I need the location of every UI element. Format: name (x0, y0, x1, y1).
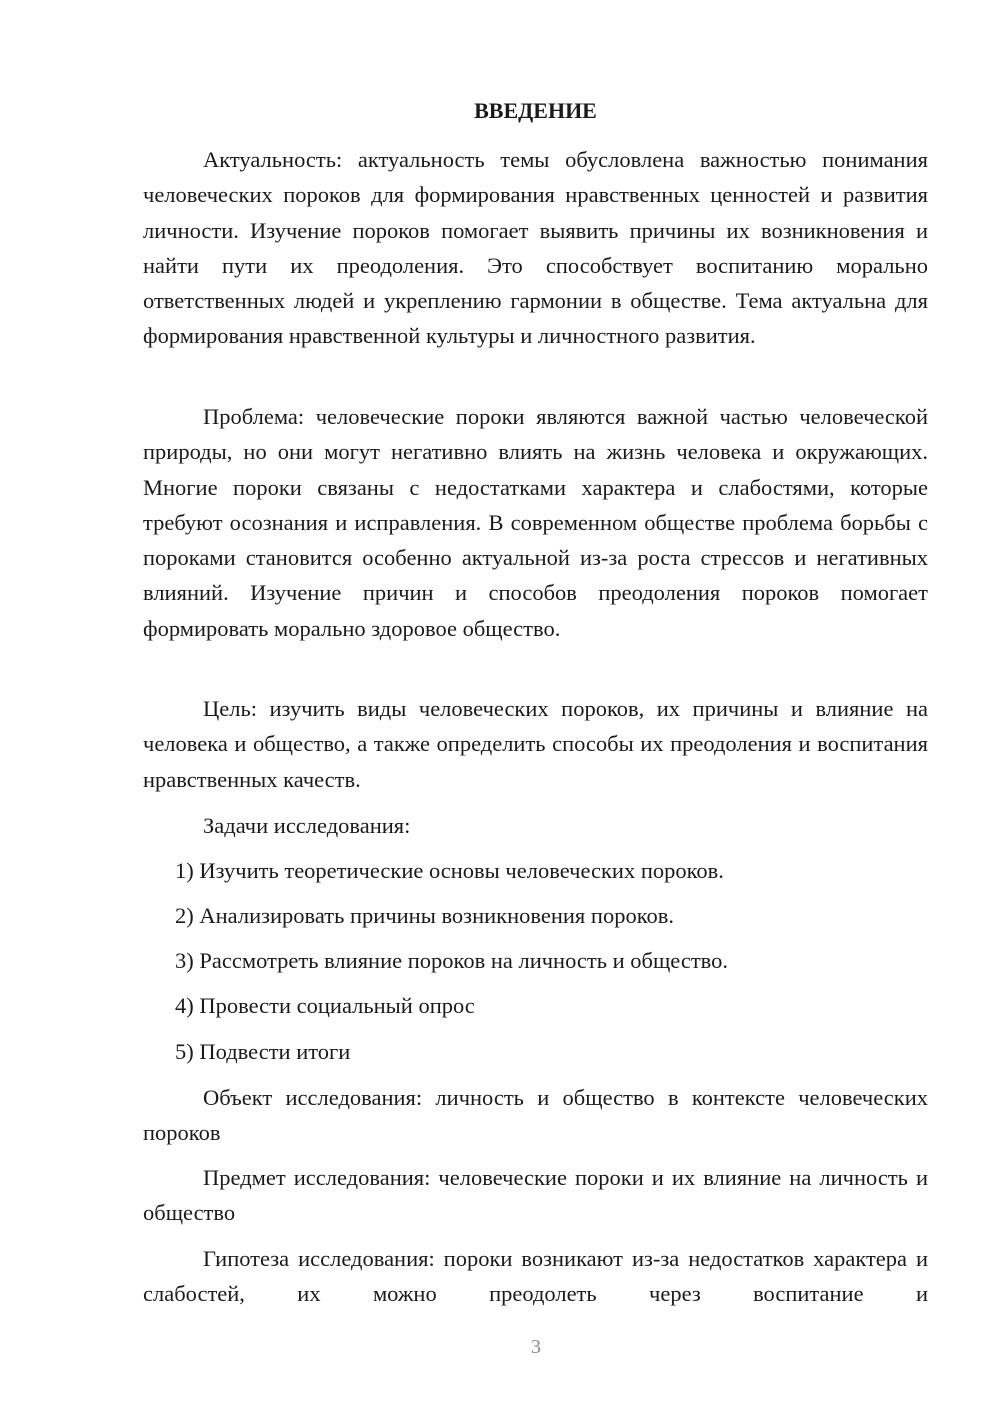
subject-paragraph: Предмет исследования: человеческие пороки и их влияние на личность и общество (143, 1165, 928, 1226)
page-number: 3 (531, 1336, 541, 1358)
object-paragraph: Объект исследования: личность и общество в контексте человеческих пороков (143, 1085, 928, 1146)
hypothesis-paragraph: Гипотеза исследования: пороки возникают из-за недостатков характера и слабостей, их можно преодолеть через воспитание и (143, 1246, 928, 1307)
problem-paragraph: Проблема: человеческие пороки являются важной частью человеческой природы, но они могут негативно влиять на жизнь человека и окружающих. Многие пороки связаны с недостатками характера и слабостями, которые требуют осознания и исправления. В современном обществе проблема борьбы с пороками становится особенно актуальной из-за роста стрессов и негативных влияний. Изучение причин и способов преодоления пороков помогает формировать морально здоровое общество. (143, 404, 928, 641)
section-title: ВВЕДЕНИЕ (474, 98, 597, 123)
task-item: 4) Провести социальный опрос (175, 993, 475, 1018)
relevance-paragraph: Актуальность: актуальность темы обусловлена важностью понимания человеческих пороков для формирования нравственных ценностей и развития личности. Изучение пороков помогает выявить причины их возникновения и найти пути их преодоления. Это способствует воспитанию морально ответственных людей и укреплению гармонии в обществе. Тема актуальна для формирования нравственной культуры и личностного развития. (143, 147, 928, 349)
tasks-heading: Задачи исследования: (203, 813, 411, 838)
task-item: 5) Подвести итоги (175, 1039, 351, 1064)
task-item: 2) Анализировать причины возникновения пороков. (175, 903, 674, 928)
task-item: 3) Рассмотреть влияние пороков на личность и общество. (175, 948, 729, 973)
goal-paragraph: Цель: изучить виды человеческих пороков, их причины и влияние на человека и общество, а также определить способы их преодоления и воспитания нравственных качеств. (143, 696, 928, 792)
task-item: 1) Изучить теоретические основы человеческих пороков. (175, 858, 724, 883)
